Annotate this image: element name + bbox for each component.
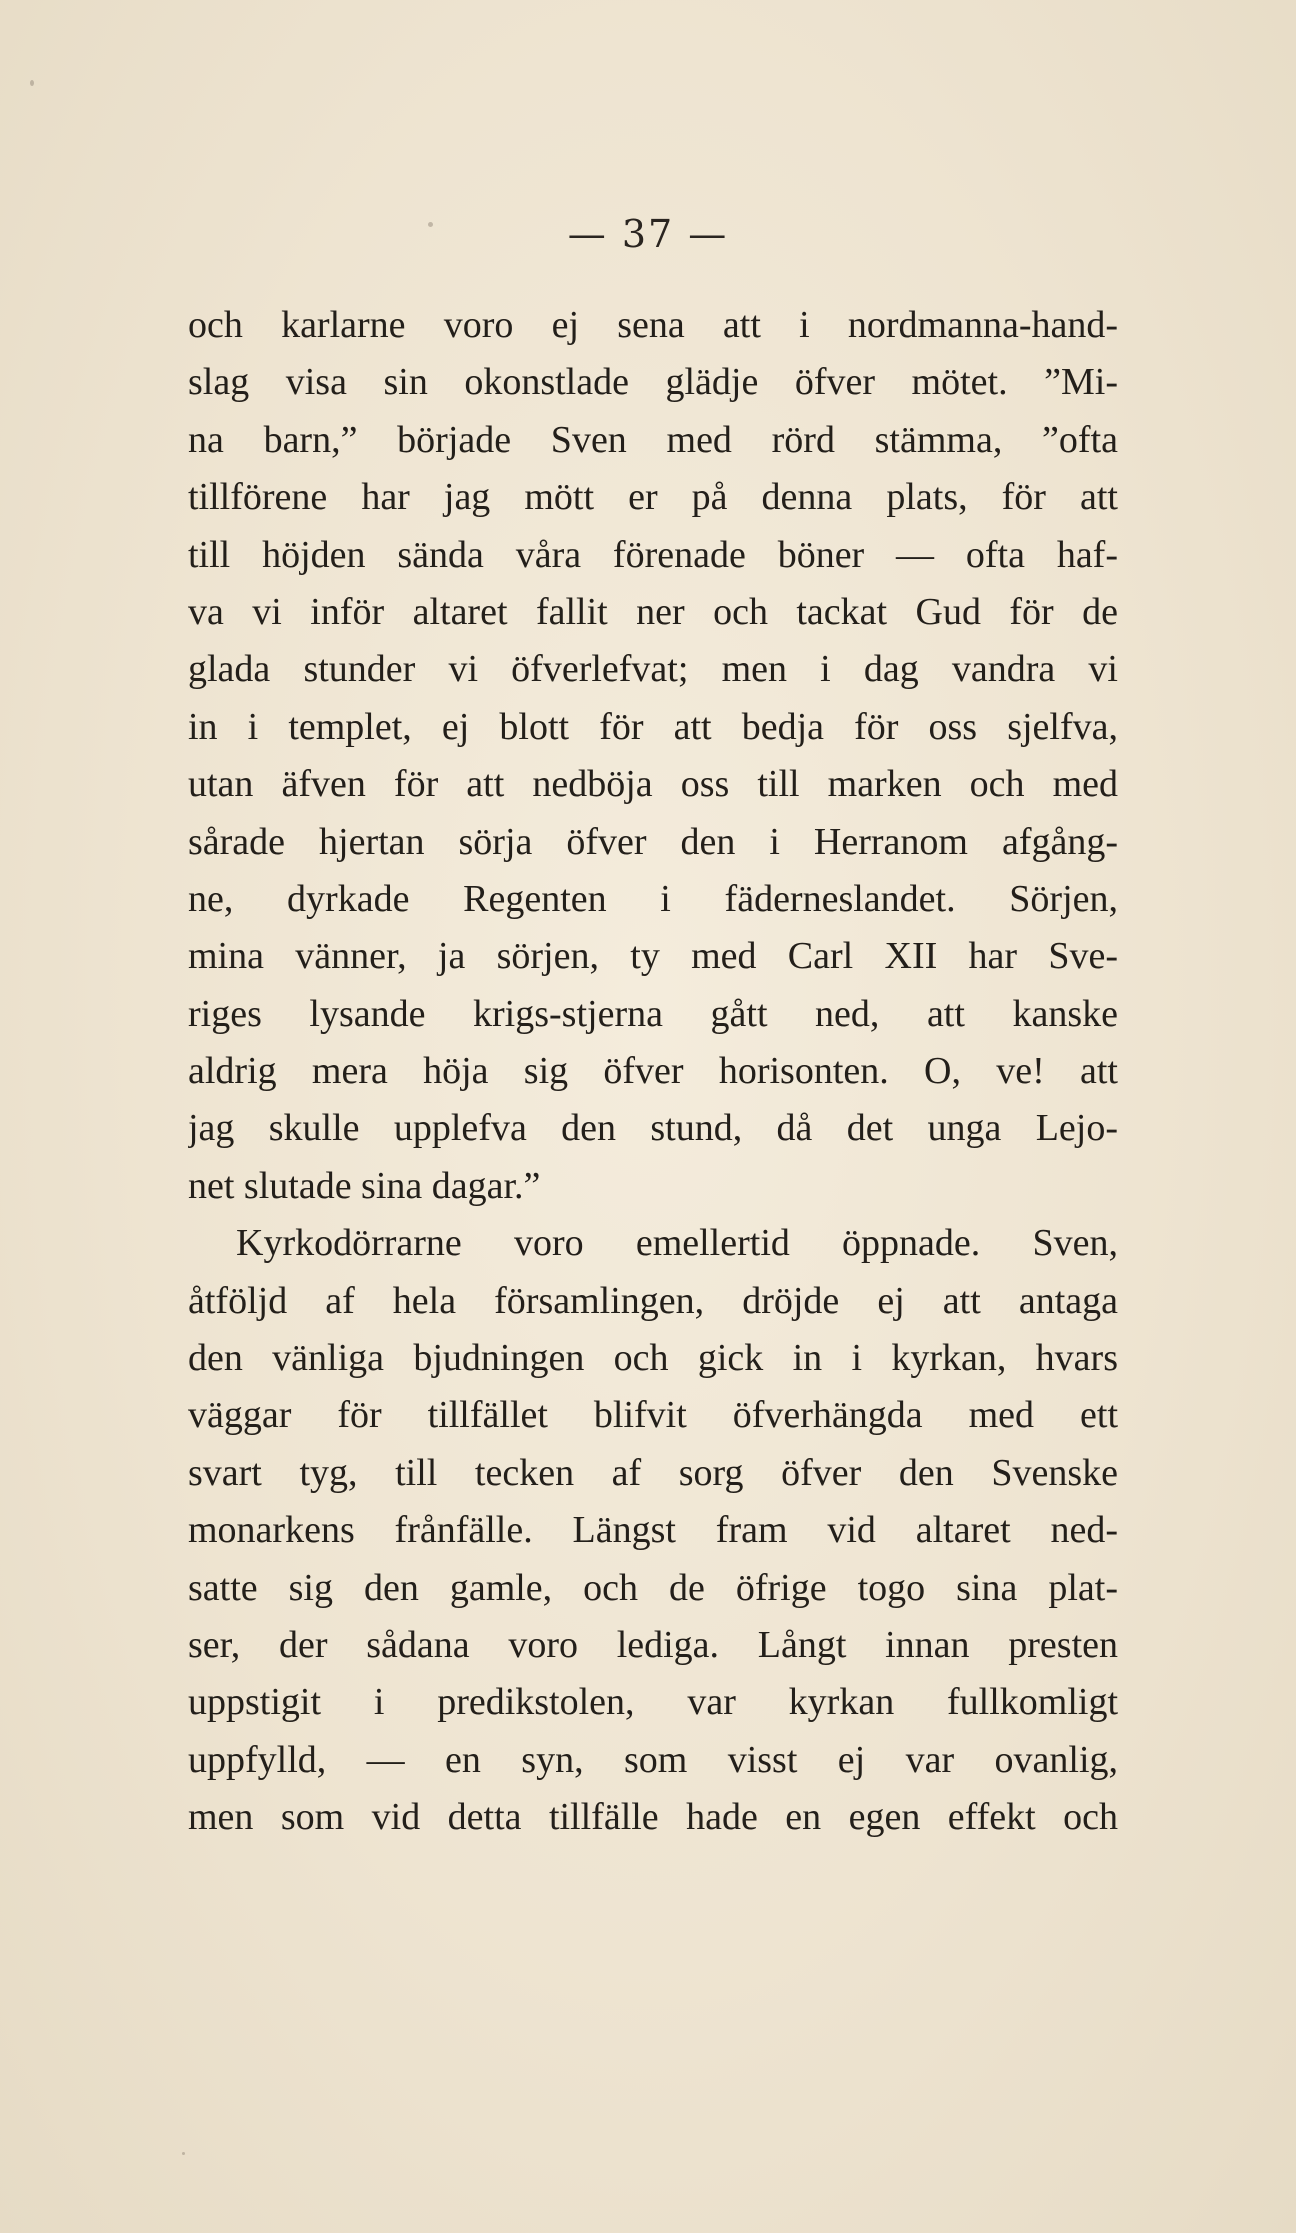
text-line: väggar för tillfället blifvit öfverhängda med ett xyxy=(188,1394,1118,1437)
text-line: satte sig den gamle, och de öfrige togo sina plat- xyxy=(188,1566,1118,1609)
text-line: slag visa sin okonstlade glädje öfver mötet. ”Mi- xyxy=(188,361,1118,404)
body-text xyxy=(188,297,1118,1847)
text-line: jag skulle upplefva den stund, då det unga Lejo- xyxy=(188,1107,1118,1150)
text-line: uppfylld, — en syn, som visst ej var ovanlig, xyxy=(188,1738,1118,1781)
paper-speck xyxy=(428,222,433,227)
text-line: in i templet, ej blott för att bedja för oss sjelfva, xyxy=(188,705,1118,748)
text-line: aldrig mera höja sig öfver horisonten. O, ve! att xyxy=(188,1050,1118,1093)
text-line: net slutade sina dagar.” xyxy=(188,1164,541,1207)
text-line: na barn,” började Sven med rörd stämma, ”ofta xyxy=(188,418,1118,461)
text-line: till höjden sända våra förenade böner — ofta haf- xyxy=(188,533,1118,576)
text-line: den vänliga bjudningen och gick in i kyrkan, hvars xyxy=(188,1337,1118,1380)
text-line: åtföljd af hela församlingen, dröjde ej att antaga xyxy=(188,1279,1118,1322)
text-line: tillförene har jag mött er på denna plats, för att xyxy=(188,476,1118,519)
paper-speck xyxy=(182,2152,185,2155)
text-line: men som vid detta tillfälle hade en egen effekt och xyxy=(188,1796,1118,1839)
text-line: monarkens frånfälle. Längst fram vid altaret ned- xyxy=(188,1509,1118,1552)
text-line: sårade hjertan sörja öfver den i Herranom afgång- xyxy=(188,820,1118,863)
text-line: uppstigit i predikstolen, var kyrkan fullkomligt xyxy=(188,1681,1118,1724)
text-line: glada stunder vi öfverlefvat; men i dag vandra vi xyxy=(188,648,1118,691)
text-line: och karlarne voro ej sena att i nordmanna-hand- xyxy=(188,304,1118,346)
text-line: Kyrkodörrarne voro emellertid öppnade. Sven, xyxy=(236,1222,1118,1265)
text-line: svart tyg, till tecken af sorg öfver den Svenske xyxy=(188,1451,1118,1494)
text-line: va vi inför altaret fallit ner och tackat Gud för de xyxy=(188,590,1118,633)
text-line: utan äfven för att nedböja oss till marken och med xyxy=(188,763,1118,806)
text-line: mina vänner, ja sörjen, ty med Carl XII har Sve- xyxy=(188,935,1118,978)
text-line: ser, der sådana voro lediga. Långt innan presten xyxy=(188,1623,1118,1666)
page-number: — 37 — xyxy=(567,212,729,256)
paper-speck xyxy=(30,80,34,86)
text-line: riges lysande krigs-stjerna gått ned, att kanske xyxy=(188,992,1118,1035)
text-line: ne, dyrkade Regenten i fäderneslandet. Sörjen, xyxy=(188,877,1118,920)
